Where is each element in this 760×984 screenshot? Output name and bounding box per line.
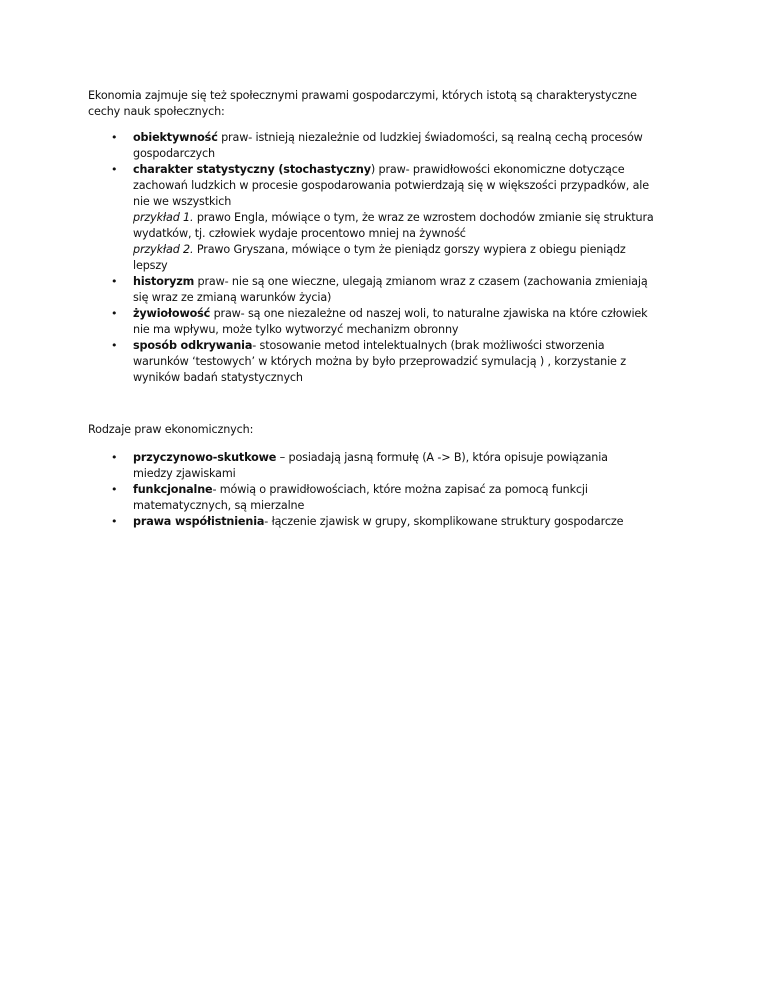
item-line: gospodarczych [133,147,215,160]
intro-line: Ekonomia zajmuje się też społecznymi prawami gospodarczymi, których istotą są charakterystyczne [88,89,637,102]
item-line: nie we wszystkich [133,195,232,208]
item-term: funkcjonalne [133,483,213,496]
item-first-line [133,514,760,530]
item-line: miedzy zjawiskami [133,467,236,480]
list-item [0,450,760,482]
item-text: – posiadają jasną formułę (A -> B), która opisuje powiązania [276,451,608,464]
intro-paragraph [88,88,637,120]
item-term: przyczynowo-skutkowe [133,451,277,464]
list-item [0,274,760,306]
example-text: Prawo Gryszana, mówiące o tym że pieniądz gorszy wypiera z obiegu pieniądz [193,243,626,256]
item-text: praw- istnieją niezależnie od ludzkiej świadomości, są realną cechą procesów [217,131,643,144]
list-item [0,130,760,162]
item-line: zachowań ludzkich w procesie gospodarowania potwierdzają się w większości przypadków, ale [133,179,649,192]
example-line: lepszy [133,259,168,272]
list-item [0,482,760,514]
example-label: przykład 1. [133,211,194,224]
item-first-line [133,482,760,498]
item-term: żywiołowość [133,307,211,320]
bullet-icon: • [111,483,118,496]
item-first-line [133,450,760,466]
list-item [0,306,760,338]
intro-line: cechy nauk społecznych: [88,105,225,118]
bullet-icon: • [111,515,118,528]
bullet-icon: • [111,339,118,352]
item-line: matematycznych, są mierzalne [133,499,305,512]
item-first-line [133,338,760,354]
item-first-line [133,162,760,178]
item-line: wyników badań statystycznych [133,371,303,384]
item-first-line [133,306,760,322]
bullet-icon: • [111,163,118,176]
item-term: prawa współistnienia [133,515,265,528]
list-item [0,162,760,274]
bullet-icon: • [111,307,118,320]
item-text: - mówią o prawidłowościach, które można zapisać za pomocą funkcji [212,483,588,496]
law-features-list [0,130,760,386]
item-term: obiektywność [133,131,218,144]
example-first-line [133,210,760,226]
bullet-icon: • [111,131,118,144]
item-text: - stosowanie metod intelektualnych (brak możliwości stworzenia [252,339,605,352]
item-text: ) praw- prawidłowości ekonomiczne dotyczące [370,163,625,176]
item-text: praw- nie są one wieczne, ulegają zmianom wraz z czasem (zachowania zmieniają [194,275,648,288]
example-label: przykład 2. [133,243,194,256]
example-text: prawo Engla, mówiące o tym, że wraz ze wzrostem dochodów zmianie się struktura [193,211,654,224]
item-first-line [133,130,760,146]
law-types-heading: Rodzaje praw ekonomicznych: [88,423,254,436]
item-text: - łączenie zjawisk w grupy, skomplikowane struktury gospodarcze [264,515,624,528]
item-line: warunków ‘testowych’ w których można by było przeprowadzić symulacją ) , korzystanie z [133,355,626,368]
item-line: nie ma wpływu, może tylko wytworzyć mechanizm obronny [133,323,459,336]
example-first-line [133,242,760,258]
list-item [0,338,760,386]
list-item [0,514,760,530]
item-first-line [133,274,760,290]
item-line: się wraz ze zmianą warunków życia) [133,291,332,304]
bullet-icon: • [111,275,118,288]
example-line: wydatków, tj. człowiek wydaje procentowo mniej na żywność [133,227,466,240]
item-text: praw- są one niezależne od naszej woli, to naturalne zjawiska na które człowiek [210,307,648,320]
item-term: historyzm [133,275,195,288]
law-types-list [0,450,760,530]
item-term: sposób odkrywania [133,339,253,352]
item-term: charakter statystyczny (stochastyczny [133,163,371,176]
bullet-icon: • [111,451,118,464]
